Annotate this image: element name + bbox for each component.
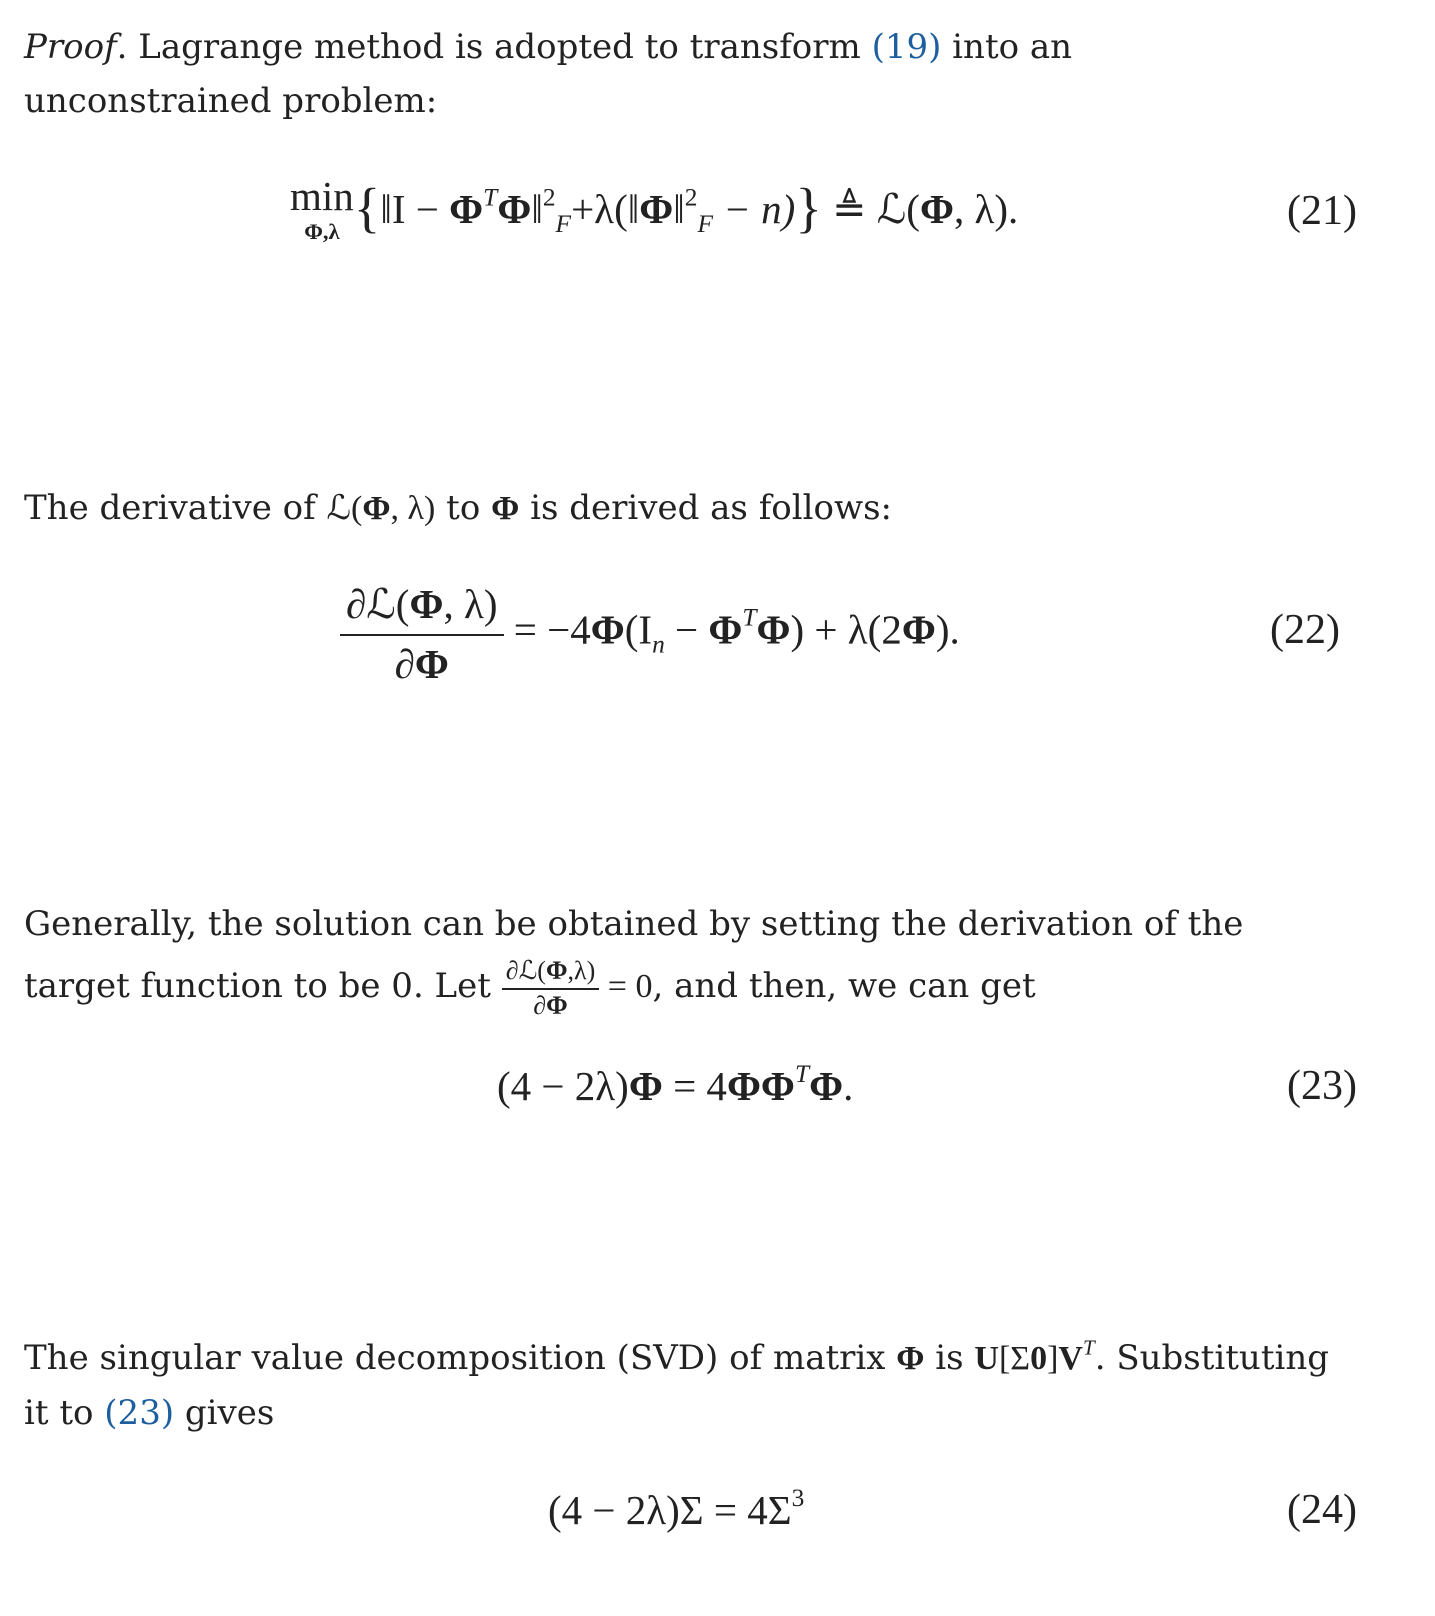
equation-ref-23[interactable]: (23) bbox=[104, 1393, 175, 1433]
equation-ref-19[interactable]: (19) bbox=[871, 27, 942, 67]
proof-label: Proof bbox=[24, 27, 117, 67]
equation-number-24: (24) bbox=[1287, 1487, 1357, 1533]
proof-period: . bbox=[116, 27, 128, 67]
equation-23: $(4 - 2\lambda)\Phi = 4\Phi\Phi^T\Phi$. bbox=[497, 1060, 854, 1109]
paragraph-text: Lagrange method is adopted to transform bbox=[127, 27, 872, 67]
equation-number-21: (21) bbox=[1287, 188, 1357, 234]
paragraph-generally: Generally, the solution can be obtained by setting the derivation of the target function to be 0. Let $\frac{\text{∂ℒ(Φ,λ)}}{\partial\Phi}$ = 0, and then, we can get bbox=[24, 904, 1244, 1020]
equation-22: $\frac{\text{∂ℒ(Φ, λ)}}{\partial\Phi}$ = $-4\Phi(I_n - \Phi^T\Phi) + \lambda(2\Phi)$. bbox=[340, 580, 960, 688]
paragraph-derivative: The derivative of ℒ(Φ, λ) to Φ is derived as follows: bbox=[24, 488, 892, 528]
inline-partial-derivative: $\frac{\text{∂ℒ(Φ,λ)}}{\partial\Phi}$ bbox=[502, 957, 600, 1020]
min-operator: min Φ,λ bbox=[290, 173, 354, 244]
min-subscript: Φ,λ bbox=[304, 219, 340, 244]
paragraph-proof bbox=[24, 20, 1314, 128]
equation-number-22: (22) bbox=[1270, 607, 1340, 653]
equation-24: $(4 - 2\lambda)\Sigma = 4\Sigma^3$ bbox=[548, 1484, 805, 1533]
partial-derivative-fraction: $\frac{\text{∂ℒ(Φ, λ)}}{\partial\Phi}$ bbox=[340, 580, 504, 688]
paragraph-svd: The singular value decomposition (SVD) of matrix Φ is $U[\Sigma 0]V^T$. Substituting it to (23) gives bbox=[24, 1335, 1330, 1433]
equation-number-23: (23) bbox=[1287, 1063, 1357, 1109]
equation-21: min Φ,λ {‖I − $\Phi^T\Phi‖^2_F+\lambda(‖\Phi‖^2_F - n)$} ≜ ℒ(Φ, λ). bbox=[290, 173, 1019, 244]
paragraph-text: into an unconstrained problem: bbox=[24, 27, 1073, 121]
